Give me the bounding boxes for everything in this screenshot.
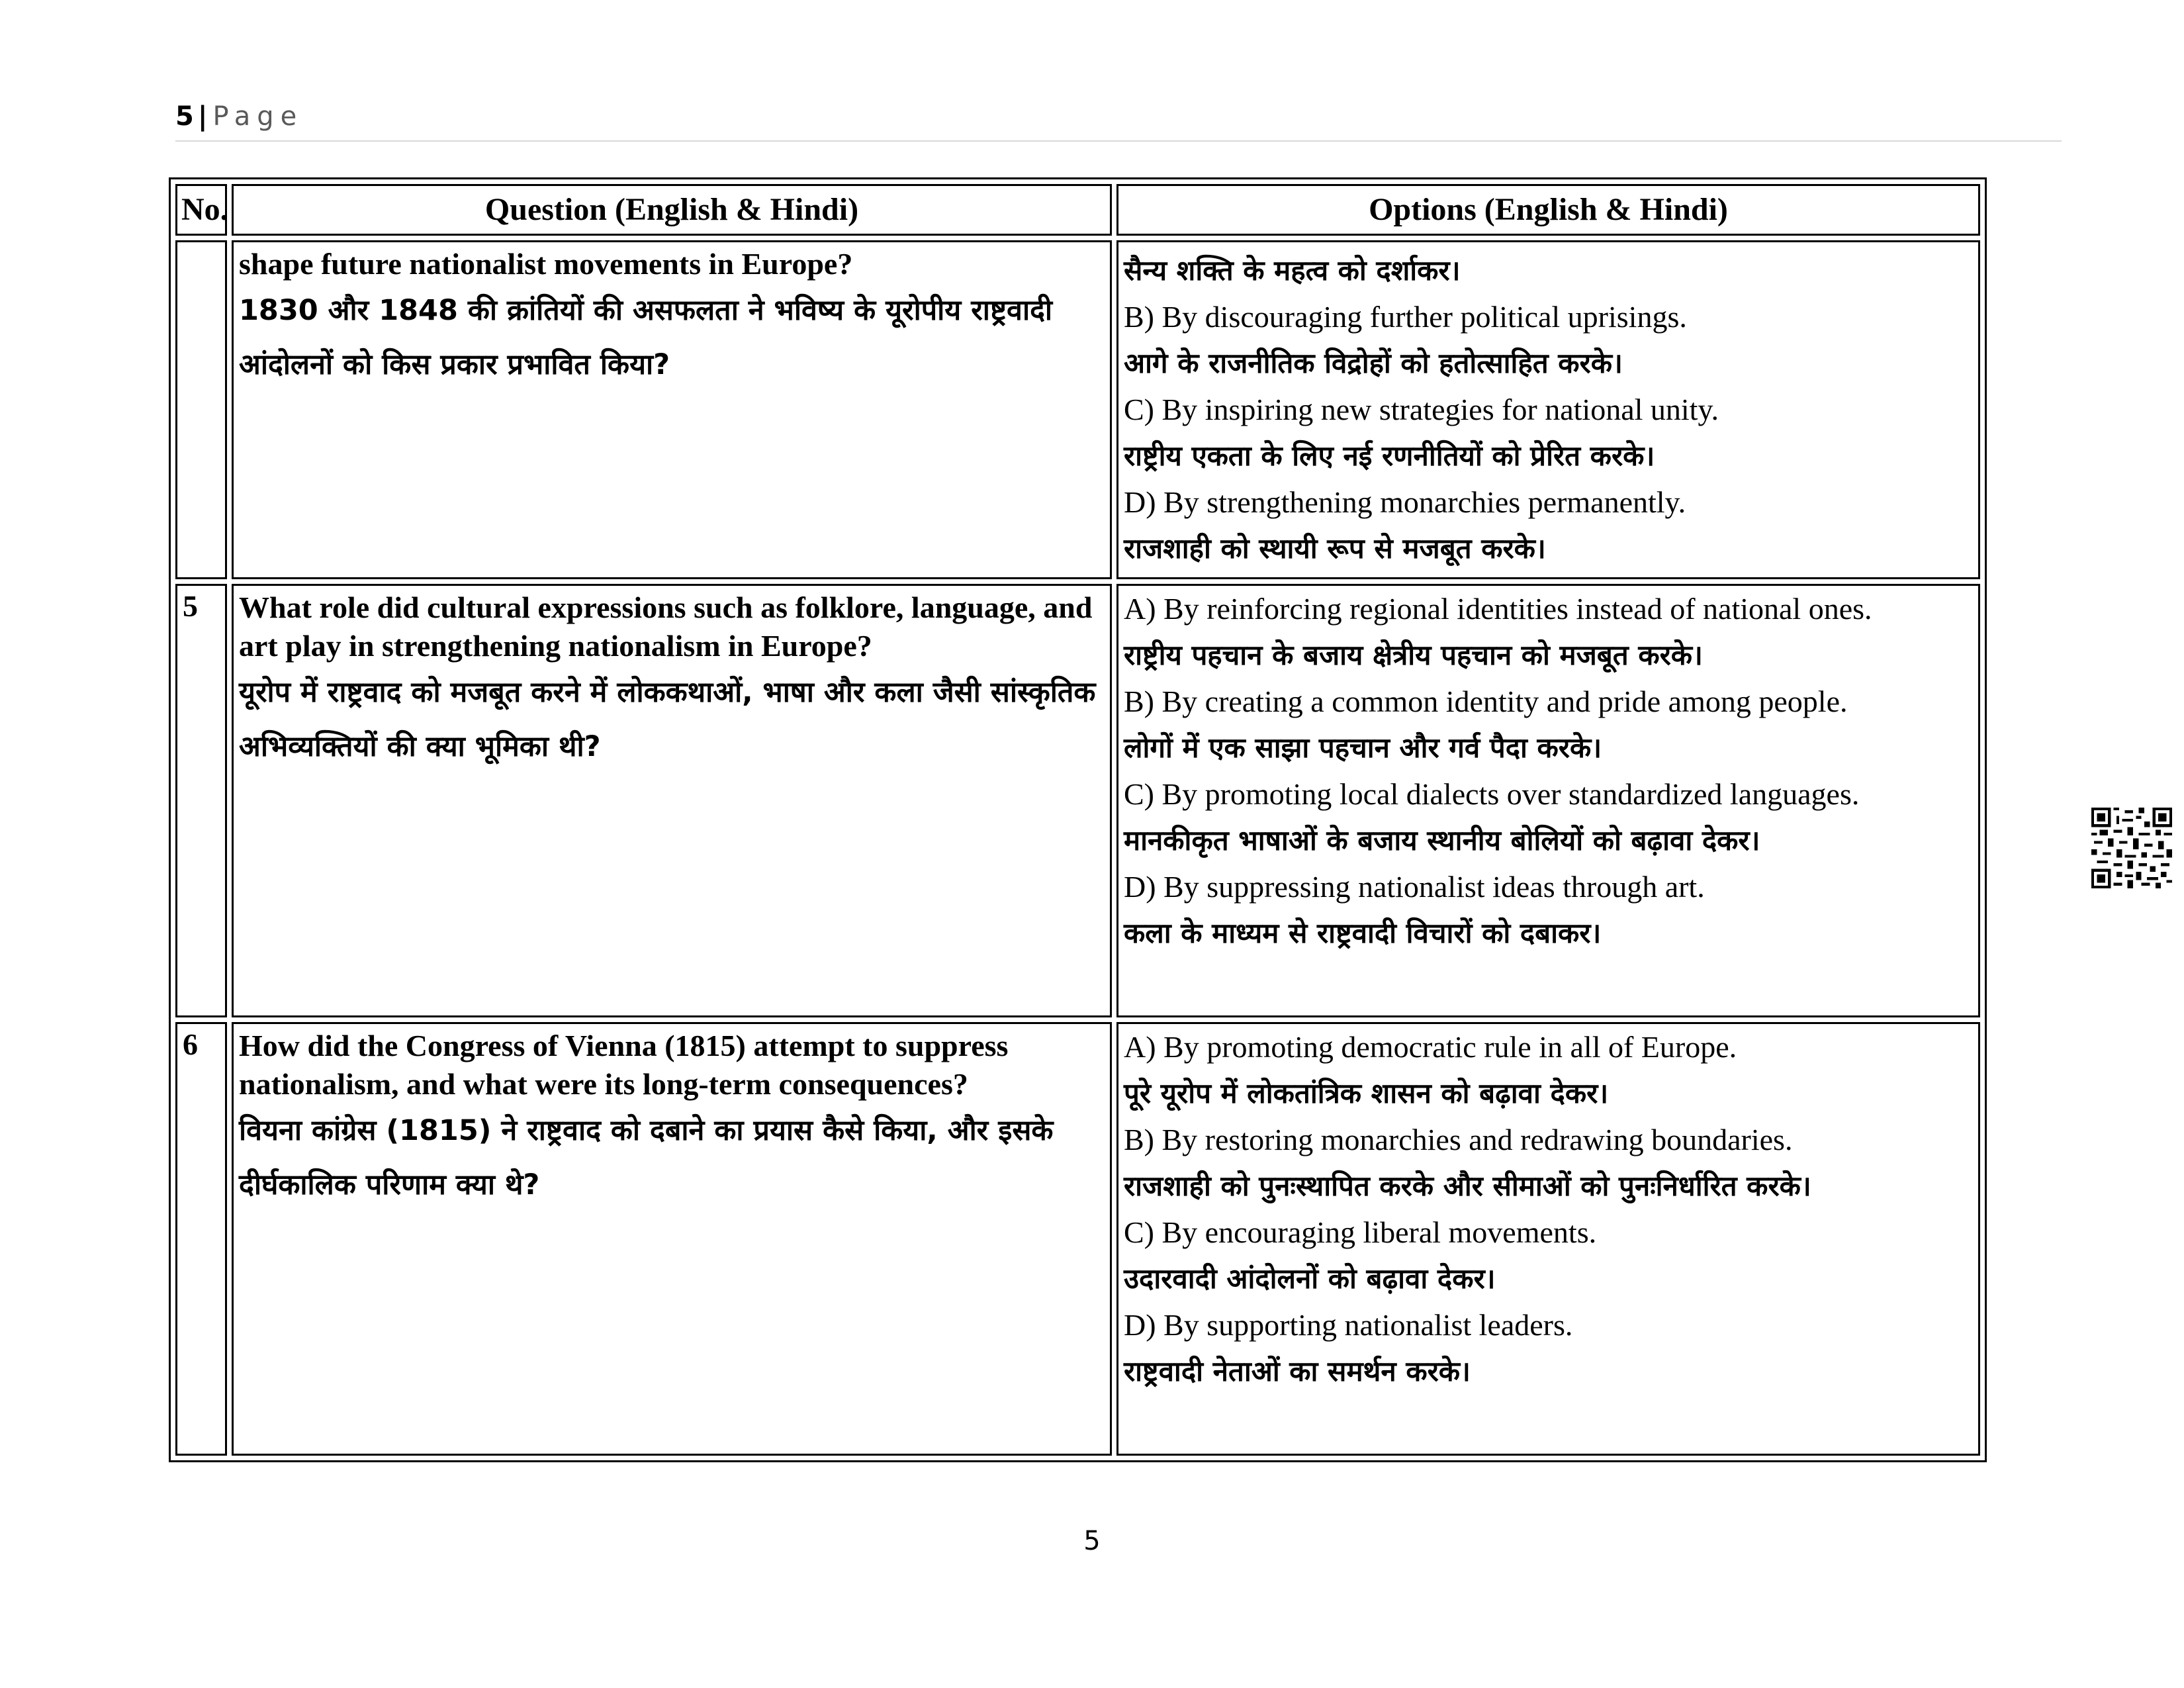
option-hindi: राष्ट्रीय एकता के लिए नई रणनीतियों को प्रेरित करके। — [1124, 440, 1655, 472]
option-english: A) By promoting democratic rule in all of Europe. — [1124, 1030, 1737, 1064]
question-number: 6 — [175, 1022, 227, 1456]
option-english: B) By creating a common identity and pride among people. — [1124, 684, 1848, 718]
question-hindi: वियना कांग्रेस (1815) ने राष्ट्रवाद को दबाने का प्रयास कैसे किया, और इसके दीर्घकालिक परिणाम क्या थे? — [239, 1114, 1054, 1201]
question-number: 5 — [175, 584, 227, 1017]
header-page-word: Page — [212, 101, 304, 132]
option-hindi: पूरे यूरोप में लोकतांत्रिक शासन को बढ़ावा देकर। — [1124, 1077, 1609, 1109]
question-cell — [232, 240, 1112, 579]
option-english: C) By inspiring new strategies for national unity. — [1124, 393, 1719, 426]
options-cell — [1116, 240, 1980, 579]
question-hindi: 1830 और 1848 की क्रांतियों की असफलता ने भविष्य के यूरोपीय राष्ट्रवादी आंदोलनों को किस प्रकार प्रभावित किया? — [239, 294, 1053, 381]
option-hindi: लोगों में एक साझा पहचान और गर्व पैदा करके। — [1124, 731, 1602, 764]
option-english: A) By reinforcing regional identities instead of national ones. — [1124, 592, 1872, 626]
options-cell — [1116, 1022, 1980, 1456]
question-cell — [232, 584, 1112, 1017]
option-english: B) By restoring monarchies and redrawing boundaries. — [1124, 1123, 1793, 1156]
option-hindi: मानकीकृत भाषाओं के बजाय स्थानीय बोलियों को बढ़ावा देकर। — [1124, 824, 1760, 857]
header-page-number: 5 — [175, 101, 194, 132]
option-english: C) By promoting local dialects over standardized languages. — [1124, 777, 1860, 811]
option-english: C) By encouraging liberal movements. — [1124, 1215, 1597, 1249]
question-hindi: यूरोप में राष्ट्रवाद को मजबूत करने में लोककथाओं, भाषा और कला जैसी सांस्कृतिक अभिव्यक्तियों की क्या भूमिका थी? — [239, 676, 1096, 763]
question-english: shape future nationalist movements in Europe? — [239, 247, 853, 281]
column-header-options: Options (English & Hindi) — [1116, 184, 1980, 236]
footer-page-number: 5 — [1083, 1526, 1101, 1556]
column-header-no: No. — [175, 184, 227, 236]
page-header — [175, 99, 2062, 142]
option-hindi: राष्ट्रीय पहचान के बजाय क्षेत्रीय पहचान को मजबूत करके। — [1124, 639, 1703, 671]
option-hindi: राजशाही को पुनःस्थापित करके और सीमाओं को पुनःनिर्धारित करके। — [1124, 1170, 1811, 1202]
option-hindi: राजशाही को स्थायी रूप से मजबूत करके। — [1124, 532, 1546, 565]
table-row — [175, 240, 1980, 579]
question-english: How did the Congress of Vienna (1815) attempt to suppress nationalism, and what were its long-term consequences? — [239, 1029, 1009, 1101]
qr-code-icon — [2091, 808, 2172, 888]
option-hindi: आगे के राजनीतिक विद्रोहों को हतोत्साहित करके। — [1124, 347, 1623, 379]
option-hindi: सैन्य शक्ति के महत्व को दर्शाकर। — [1124, 254, 1461, 287]
header-separator: | — [197, 101, 208, 132]
option-english: D) By strengthening monarchies permanently. — [1124, 485, 1686, 519]
table-row — [175, 1022, 1980, 1456]
question-number — [175, 240, 227, 579]
option-english: D) By suppressing nationalist ideas through art. — [1124, 870, 1705, 904]
question-english: What role did cultural expressions such as folklore, language, and art play in strengthening nationalism in Europe? — [239, 590, 1093, 663]
option-hindi: उदारवादी आंदोलनों को बढ़ावा देकर। — [1124, 1262, 1496, 1295]
option-english: D) By supporting nationalist leaders. — [1124, 1308, 1573, 1342]
options-cell — [1116, 584, 1980, 1017]
question-table — [169, 177, 1987, 1462]
column-header-question: Question (English & Hindi) — [232, 184, 1112, 236]
option-english: B) By discouraging further political uprisings. — [1124, 300, 1687, 334]
option-hindi: कला के माध्यम से राष्ट्रवादी विचारों को दबाकर। — [1124, 917, 1602, 949]
option-hindi: राष्ट्रवादी नेताओं का समर्थन करके। — [1124, 1355, 1471, 1387]
question-cell — [232, 1022, 1112, 1456]
table-header-row — [175, 184, 1980, 236]
table-row — [175, 584, 1980, 1017]
